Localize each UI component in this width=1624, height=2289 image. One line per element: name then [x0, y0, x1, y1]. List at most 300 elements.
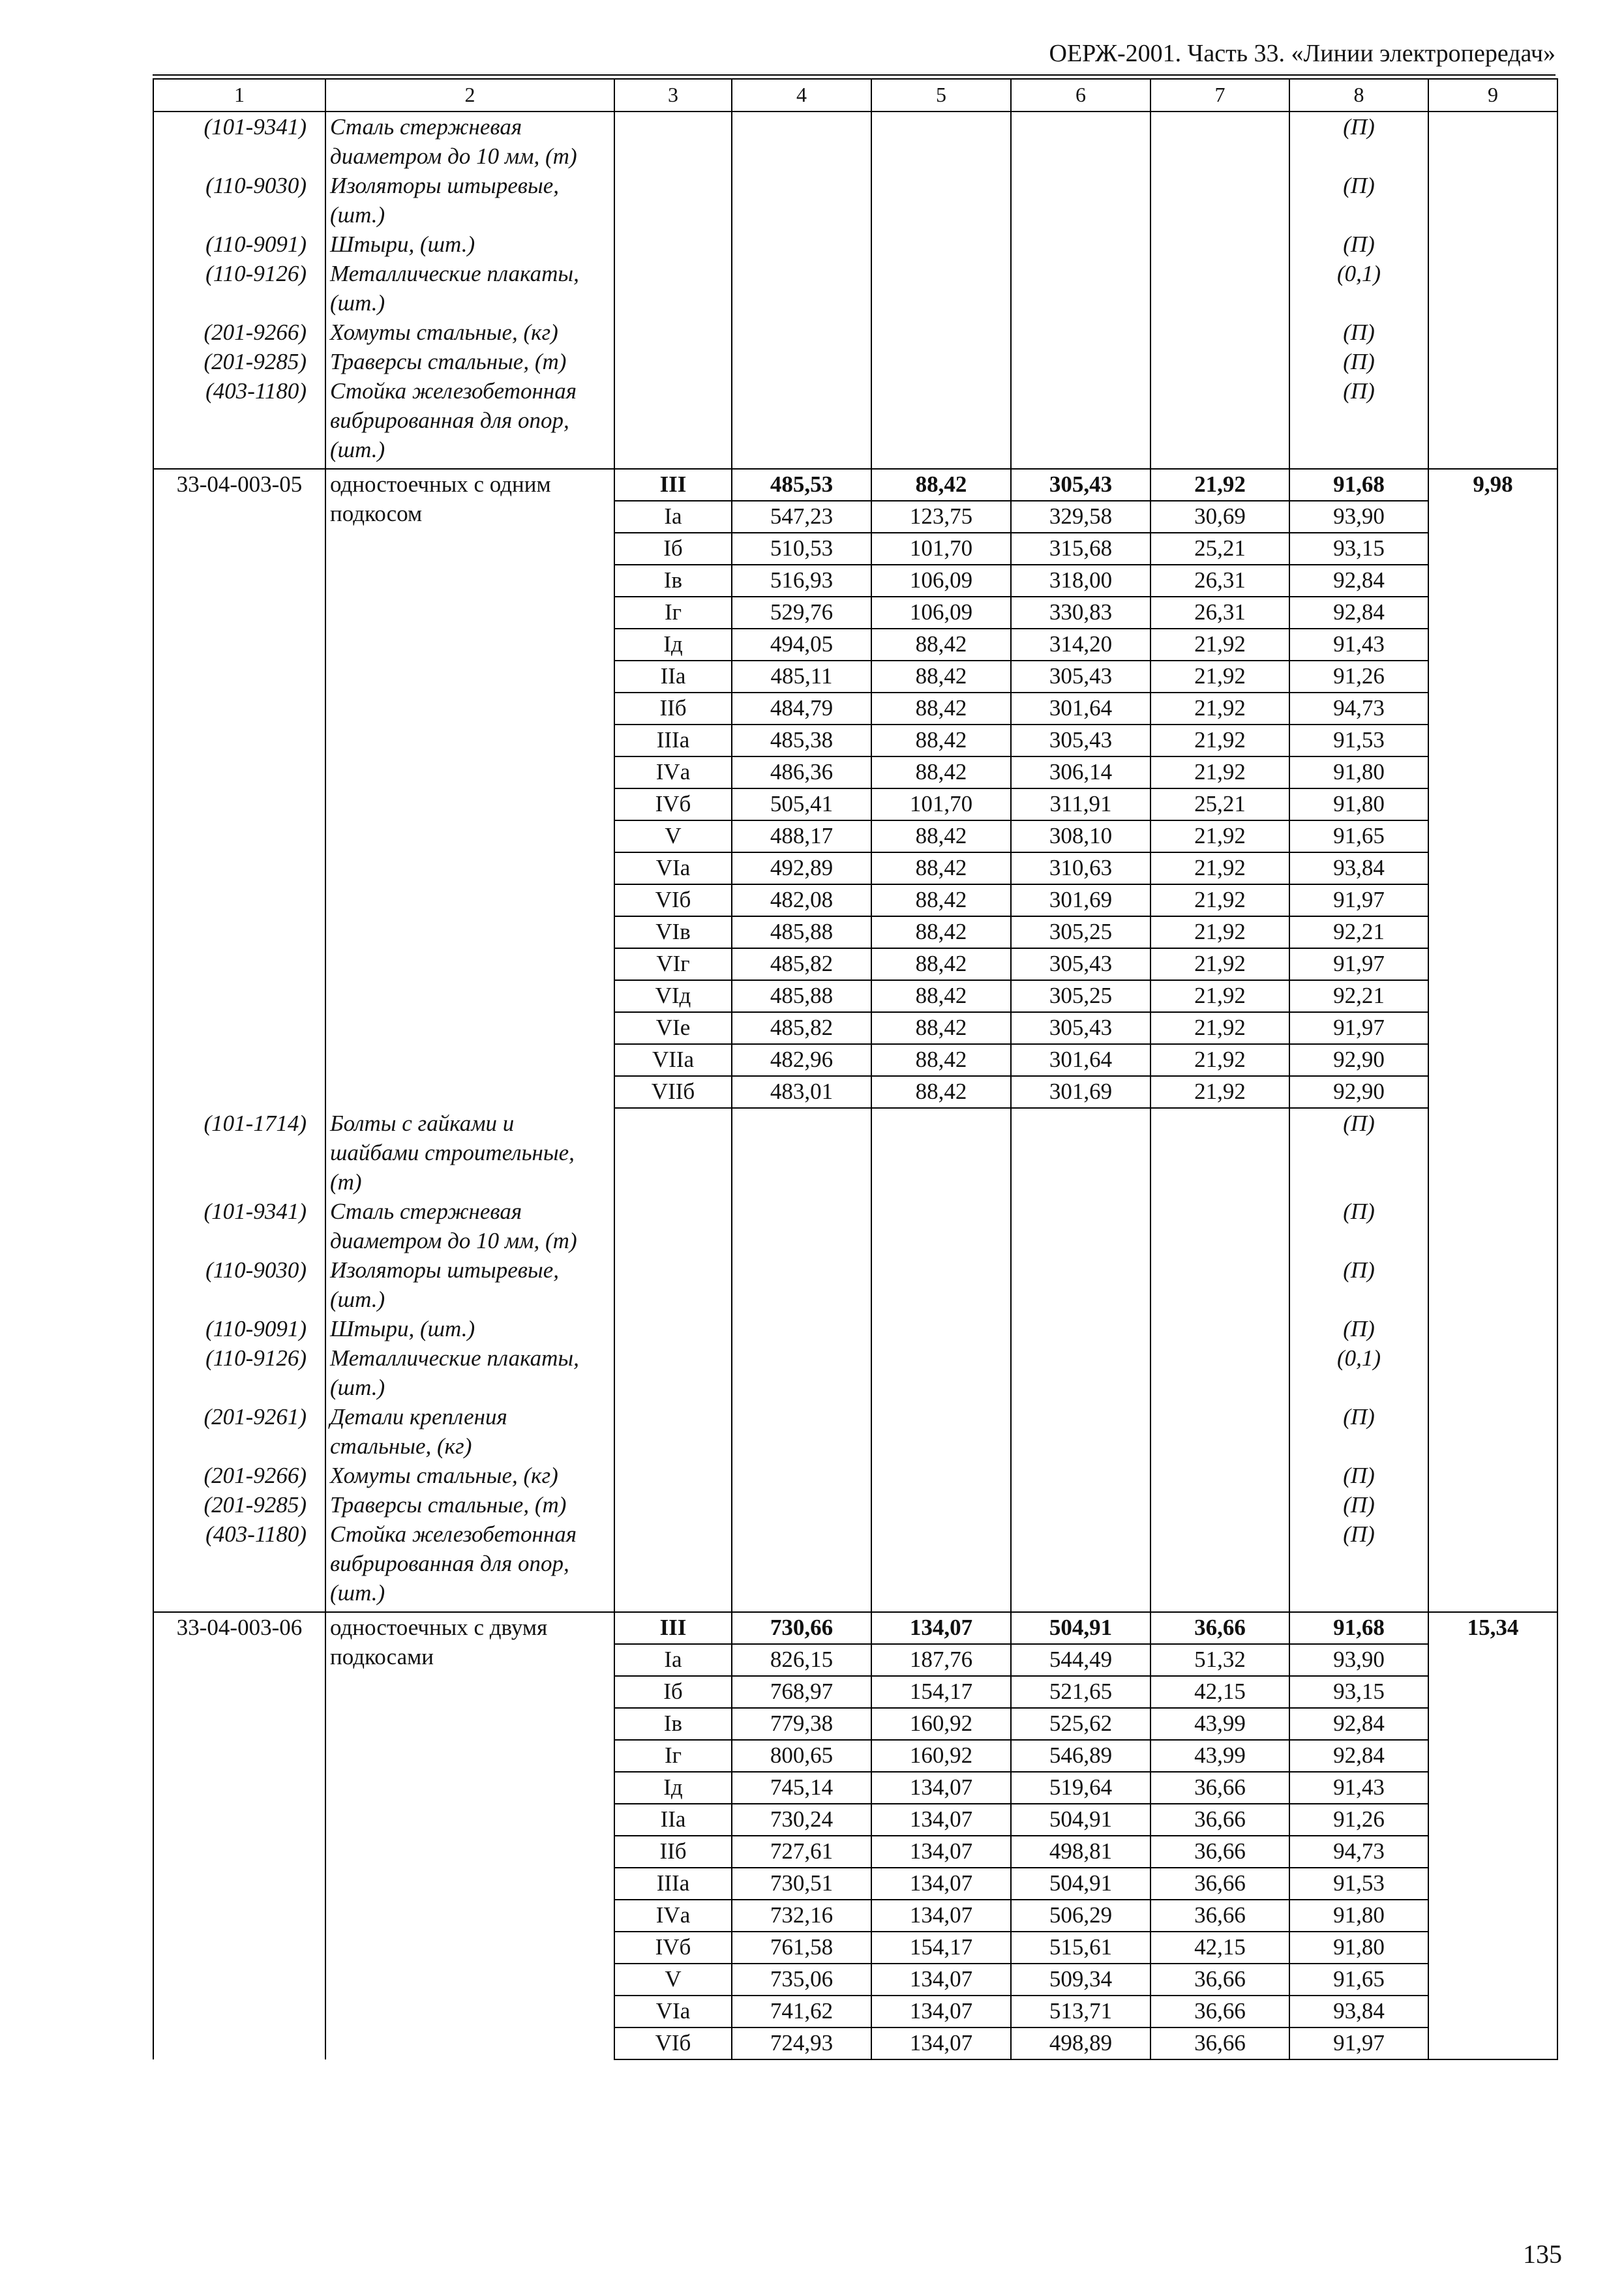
region-cell: VIа: [614, 852, 732, 884]
value-cell: 21,92: [1150, 725, 1289, 756]
value-cell: 134,07: [871, 1612, 1011, 1644]
resource-qty: (П): [1343, 1492, 1375, 1518]
value-cell: 21,92: [1150, 629, 1289, 661]
value-cell: 36,66: [1150, 1612, 1289, 1644]
text-line: вибрированная для опор,: [330, 408, 569, 433]
region-cell: IVа: [614, 756, 732, 788]
resource-qty: (П): [1343, 232, 1375, 257]
resource-code: (110-9091): [205, 232, 307, 257]
region-cell: IVа: [614, 1900, 732, 1932]
value-cell: 92,21: [1289, 980, 1428, 1012]
value-cell: 485,11: [732, 661, 871, 693]
region-cell: VIа: [614, 1996, 732, 2027]
col9-value-cell: 15,34: [1428, 1612, 1557, 2059]
value-cell: 88,42: [871, 1012, 1011, 1044]
empty-cell: [871, 1108, 1011, 1612]
resource-code: (110-9126): [205, 261, 307, 286]
resource-qty: (П): [1343, 1257, 1375, 1283]
item-code-cell: 33-04-003-06: [153, 1612, 325, 2059]
value-cell: 484,79: [732, 693, 871, 725]
value-cell: 91,97: [1289, 1012, 1428, 1044]
value-cell: 21,92: [1150, 948, 1289, 980]
text-line: шайбами строительные,: [330, 1140, 575, 1165]
value-cell: 505,41: [732, 788, 871, 820]
value-cell: 36,66: [1150, 1964, 1289, 1996]
resource-qty-cell: [1289, 112, 1428, 469]
value-cell: 779,38: [732, 1708, 871, 1740]
resource-qty: (П): [1343, 320, 1375, 345]
resource-code: (101-9341): [203, 114, 307, 140]
value-cell: 305,43: [1011, 725, 1150, 756]
value-cell: 91,53: [1289, 1868, 1428, 1900]
value-cell: 101,70: [871, 533, 1011, 565]
resource-qty-cell: [1289, 1108, 1428, 1612]
value-cell: 485,38: [732, 725, 871, 756]
region-cell: VIб: [614, 2027, 732, 2059]
text-line: одностоечных с двумя: [330, 1615, 548, 1640]
text-line: Траверсы стальные, (т): [330, 349, 567, 374]
value-cell: 36,66: [1150, 1996, 1289, 2027]
value-cell: 509,34: [1011, 1964, 1150, 1996]
resource-name: [330, 1109, 610, 1197]
value-cell: 26,31: [1150, 565, 1289, 597]
value-cell: 88,42: [871, 820, 1011, 852]
value-cell: 36,66: [1150, 1772, 1289, 1804]
column-number-cell: 5: [871, 79, 1011, 112]
column-number-cell: 1: [153, 79, 325, 112]
column-number-cell: 7: [1150, 79, 1289, 112]
resource-name: [330, 112, 610, 171]
value-cell: 91,65: [1289, 1964, 1428, 1996]
resource-name: [330, 1490, 610, 1519]
resource-code: (403-1180): [205, 1521, 307, 1547]
resource-qty: (П): [1343, 1404, 1375, 1429]
text-line: вибрированная для опор,: [330, 1551, 569, 1576]
value-cell: 21,92: [1150, 980, 1289, 1012]
value-cell: 92,90: [1289, 1076, 1428, 1108]
page-number: 135: [1523, 2239, 1562, 2269]
value-cell: 485,88: [732, 916, 871, 948]
resource-name: [330, 1343, 610, 1402]
resource-code: (201-9261): [203, 1404, 307, 1429]
resource-qty: (П): [1343, 173, 1375, 198]
resource-name: [330, 1255, 610, 1314]
value-cell: 745,14: [732, 1772, 871, 1804]
value-cell: 88,42: [871, 661, 1011, 693]
region-cell: Iб: [614, 1676, 732, 1708]
text-line: подкосом: [330, 501, 423, 526]
empty-cell: [614, 112, 732, 469]
value-cell: 21,92: [1150, 852, 1289, 884]
resource-name: [330, 376, 610, 464]
text-line: подкосами: [330, 1644, 434, 1669]
column-number-cell: 2: [325, 79, 614, 112]
region-cell: IIа: [614, 1804, 732, 1836]
resource-code: (110-9126): [205, 1345, 307, 1371]
value-cell: 92,21: [1289, 916, 1428, 948]
value-cell: 91,68: [1289, 1612, 1428, 1644]
value-cell: 301,69: [1011, 1076, 1150, 1108]
resource-name: [330, 171, 610, 230]
resource-qty: (П): [1343, 1199, 1375, 1224]
value-cell: 106,09: [871, 565, 1011, 597]
resource-name: [330, 259, 610, 318]
value-cell: 800,65: [732, 1740, 871, 1772]
value-cell: 306,14: [1011, 756, 1150, 788]
value-cell: 735,06: [732, 1964, 871, 1996]
value-cell: 88,42: [871, 693, 1011, 725]
resource-block-row: [153, 112, 1557, 469]
value-cell: 488,17: [732, 820, 871, 852]
column-number-cell: 6: [1011, 79, 1150, 112]
value-cell: 123,75: [871, 501, 1011, 533]
value-cell: 36,66: [1150, 1868, 1289, 1900]
value-cell: 482,08: [732, 884, 871, 916]
resource-name: [330, 230, 610, 259]
value-cell: 21,92: [1150, 693, 1289, 725]
region-cell: Iг: [614, 1740, 732, 1772]
value-cell: 741,62: [732, 1996, 871, 2027]
resource-qty: (П): [1343, 349, 1375, 374]
value-cell: 305,43: [1011, 469, 1150, 501]
empty-cell: [1011, 112, 1150, 469]
region-cell: III: [614, 469, 732, 501]
empty-cell: [732, 1108, 871, 1612]
value-cell: 492,89: [732, 852, 871, 884]
value-cell: 88,42: [871, 629, 1011, 661]
value-cell: 21,92: [1150, 1044, 1289, 1076]
resource-name: [330, 318, 610, 347]
text-line: одностоечных с одним: [330, 471, 551, 497]
value-cell: 305,43: [1011, 661, 1150, 693]
value-cell: 134,07: [871, 1900, 1011, 1932]
resource-code: (101-1714): [203, 1111, 307, 1136]
value-cell: 93,90: [1289, 501, 1428, 533]
value-cell: 91,26: [1289, 1804, 1428, 1836]
value-cell: 36,66: [1150, 1804, 1289, 1836]
region-cell: VIв: [614, 916, 732, 948]
value-cell: 88,42: [871, 884, 1011, 916]
value-cell: 36,66: [1150, 2027, 1289, 2059]
empty-cell: [1011, 1108, 1150, 1612]
resource-qty: (П): [1343, 1111, 1375, 1136]
value-cell: 544,49: [1011, 1644, 1150, 1676]
value-cell: 134,07: [871, 2027, 1011, 2059]
text-line: стальные, (кг): [330, 1433, 472, 1459]
region-cell: IIIа: [614, 1868, 732, 1900]
item-code-text: 33-04-003-05: [176, 471, 303, 497]
header-rule-top: [153, 74, 1556, 76]
value-cell: 134,07: [871, 1996, 1011, 2027]
text-line: Сталь стержневая: [330, 114, 522, 140]
value-cell: 93,84: [1289, 1996, 1428, 2027]
value-cell: 94,73: [1289, 1836, 1428, 1868]
text-line: (шт.): [330, 1375, 385, 1400]
resource-code: (201-9266): [203, 1463, 307, 1488]
value-cell: 91,80: [1289, 756, 1428, 788]
column-number-row: [153, 79, 1557, 112]
empty-cell: [614, 1108, 732, 1612]
text-line: Изоляторы штыревые,: [330, 173, 559, 198]
text-line: (шт.): [330, 290, 385, 316]
text-line: диаметром до 10 мм, (т): [330, 143, 577, 169]
value-cell: 724,93: [732, 2027, 871, 2059]
value-cell: 311,91: [1011, 788, 1150, 820]
text-line: (шт.): [330, 1287, 385, 1312]
region-cell: Iв: [614, 1708, 732, 1740]
value-cell: 88,42: [871, 852, 1011, 884]
value-cell: 506,29: [1011, 1900, 1150, 1932]
value-cell: 25,21: [1150, 788, 1289, 820]
value-cell: 305,25: [1011, 916, 1150, 948]
text-line: (шт.): [330, 202, 385, 228]
region-cell: VIд: [614, 980, 732, 1012]
value-cell: 498,89: [1011, 2027, 1150, 2059]
region-cell: IIIа: [614, 725, 732, 756]
column-number-cell: 4: [732, 79, 871, 112]
value-cell: 730,66: [732, 1612, 871, 1644]
empty-cell: [1428, 112, 1557, 469]
value-cell: 91,80: [1289, 1900, 1428, 1932]
resource-name: [330, 1314, 610, 1343]
value-cell: 301,64: [1011, 693, 1150, 725]
value-cell: 93,90: [1289, 1644, 1428, 1676]
value-cell: 51,32: [1150, 1644, 1289, 1676]
value-cell: 318,00: [1011, 565, 1150, 597]
value-cell: 134,07: [871, 1868, 1011, 1900]
value-cell: 92,84: [1289, 1740, 1428, 1772]
value-cell: 510,53: [732, 533, 871, 565]
region-cell: VIIа: [614, 1044, 732, 1076]
value-cell: 308,10: [1011, 820, 1150, 852]
value-cell: 768,97: [732, 1676, 871, 1708]
value-cell: 305,43: [1011, 948, 1150, 980]
empty-cell: [1150, 112, 1289, 469]
value-cell: 330,83: [1011, 597, 1150, 629]
value-cell: 521,65: [1011, 1676, 1150, 1708]
column-number-cell: 8: [1289, 79, 1428, 112]
value-cell: 727,61: [732, 1836, 871, 1868]
value-cell: 93,84: [1289, 852, 1428, 884]
text-line: (шт.): [330, 1580, 385, 1606]
value-cell: 305,43: [1011, 1012, 1150, 1044]
value-cell: 21,92: [1150, 756, 1289, 788]
text-line: Металлические плакаты,: [330, 1345, 579, 1371]
resource-name: [330, 1197, 610, 1255]
value-cell: 91,53: [1289, 725, 1428, 756]
value-cell: 92,90: [1289, 1044, 1428, 1076]
value-cell: 21,92: [1150, 1076, 1289, 1108]
value-cell: 516,93: [732, 565, 871, 597]
value-cell: 91,43: [1289, 1772, 1428, 1804]
value-cell: 91,43: [1289, 629, 1428, 661]
value-cell: 134,07: [871, 1836, 1011, 1868]
value-cell: 88,42: [871, 469, 1011, 501]
text-line: Болты с гайками и: [330, 1111, 515, 1136]
value-cell: 485,88: [732, 980, 871, 1012]
value-cell: 92,84: [1289, 565, 1428, 597]
text-line: (т): [330, 1169, 362, 1195]
resource-name: [330, 347, 610, 376]
resource-qty: (П): [1343, 378, 1375, 404]
value-cell: 106,09: [871, 597, 1011, 629]
value-cell: 91,65: [1289, 820, 1428, 852]
value-cell: 546,89: [1011, 1740, 1150, 1772]
value-cell: 513,71: [1011, 1996, 1150, 2027]
value-cell: 21,92: [1150, 820, 1289, 852]
region-cell: V: [614, 820, 732, 852]
value-cell: 154,17: [871, 1676, 1011, 1708]
value-cell: 525,62: [1011, 1708, 1150, 1740]
value-cell: 88,42: [871, 725, 1011, 756]
value-cell: 21,92: [1150, 469, 1289, 501]
text-line: Штыри, (шт.): [330, 1316, 475, 1341]
column-number-cell: 9: [1428, 79, 1557, 112]
value-cell: 504,91: [1011, 1868, 1150, 1900]
value-cell: 160,92: [871, 1740, 1011, 1772]
rate-row: [153, 1612, 1557, 1644]
rates-table: [153, 78, 1558, 2060]
region-cell: VIг: [614, 948, 732, 980]
item-code-cell: [153, 469, 325, 1612]
text-line: (шт.): [330, 437, 385, 462]
value-cell: 88,42: [871, 980, 1011, 1012]
value-cell: 91,97: [1289, 2027, 1428, 2059]
region-cell: IIб: [614, 693, 732, 725]
value-cell: 160,92: [871, 1708, 1011, 1740]
resource-names-list: [330, 1109, 610, 1608]
region-cell: III: [614, 1612, 732, 1644]
resource-qty: (0,1): [1336, 261, 1381, 286]
text-line: Изоляторы штыревые,: [330, 1257, 559, 1283]
value-cell: 43,99: [1150, 1740, 1289, 1772]
region-cell: VIе: [614, 1012, 732, 1044]
value-cell: 91,80: [1289, 788, 1428, 820]
region-cell: Iг: [614, 597, 732, 629]
value-cell: 93,15: [1289, 1676, 1428, 1708]
value-cell: 515,61: [1011, 1932, 1150, 1964]
value-cell: 826,15: [732, 1644, 871, 1676]
value-cell: 134,07: [871, 1804, 1011, 1836]
value-cell: 42,15: [1150, 1932, 1289, 1964]
value-cell: 36,66: [1150, 1836, 1289, 1868]
value-cell: 494,05: [732, 629, 871, 661]
resource-name: [330, 1461, 610, 1490]
region-cell: VIIб: [614, 1076, 732, 1108]
value-cell: 91,68: [1289, 469, 1428, 501]
value-cell: 305,25: [1011, 980, 1150, 1012]
value-cell: 88,42: [871, 1044, 1011, 1076]
value-cell: 301,64: [1011, 1044, 1150, 1076]
resource-codes-list: [154, 1109, 325, 1608]
empty-cell: [732, 112, 871, 469]
value-cell: 88,42: [871, 756, 1011, 788]
value-cell: 21,92: [1150, 916, 1289, 948]
value-cell: 134,07: [871, 1964, 1011, 1996]
value-cell: 91,97: [1289, 884, 1428, 916]
region-cell: Iа: [614, 501, 732, 533]
text-line: Сталь стержневая: [330, 1199, 522, 1224]
value-cell: 310,63: [1011, 852, 1150, 884]
resource-qty: (П): [1343, 114, 1375, 140]
resource-qty: (П): [1343, 1521, 1375, 1547]
value-cell: 30,69: [1150, 501, 1289, 533]
page-header-title: ОЕРЖ-2001. Часть 33. «Линии электропередач»: [1049, 40, 1556, 67]
rate-row: [153, 469, 1557, 501]
resource-qty: (0,1): [1336, 1345, 1381, 1371]
resource-code: (110-9091): [205, 1316, 307, 1341]
value-cell: 485,82: [732, 948, 871, 980]
value-cell: 529,76: [732, 597, 871, 629]
value-cell: 732,16: [732, 1900, 871, 1932]
value-cell: 21,92: [1150, 884, 1289, 916]
value-cell: 301,69: [1011, 884, 1150, 916]
region-cell: IIа: [614, 661, 732, 693]
value-cell: 101,70: [871, 788, 1011, 820]
value-cell: 134,07: [871, 1772, 1011, 1804]
resource-qty: (П): [1343, 1463, 1375, 1488]
col9-value-cell: 9,98: [1428, 469, 1557, 1612]
value-cell: 730,51: [732, 1868, 871, 1900]
text-line: диаметром до 10 мм, (т): [330, 1228, 577, 1253]
region-cell: Iв: [614, 565, 732, 597]
text-line: Детали крепления: [330, 1404, 507, 1429]
region-cell: Iд: [614, 1772, 732, 1804]
region-cell: Iа: [614, 1644, 732, 1676]
value-cell: 547,23: [732, 501, 871, 533]
value-cell: 25,21: [1150, 533, 1289, 565]
region-cell: IIб: [614, 1836, 732, 1868]
region-cell: IVб: [614, 788, 732, 820]
text-line: Стойка железобетонная: [330, 378, 577, 404]
region-cell: IVб: [614, 1932, 732, 1964]
value-cell: 88,42: [871, 916, 1011, 948]
resource-code: (101-9341): [203, 1199, 307, 1224]
region-cell: Iд: [614, 629, 732, 661]
value-cell: 92,84: [1289, 597, 1428, 629]
resource-name: [330, 1519, 610, 1608]
value-cell: 93,15: [1289, 533, 1428, 565]
value-cell: 91,80: [1289, 1932, 1428, 1964]
value-cell: 91,26: [1289, 661, 1428, 693]
value-cell: 761,58: [732, 1932, 871, 1964]
value-cell: 329,58: [1011, 501, 1150, 533]
resource-code: (201-9285): [203, 349, 307, 374]
resource-codes-cell: [153, 112, 325, 469]
resource-code: (403-1180): [205, 378, 307, 404]
region-cell: Iб: [614, 533, 732, 565]
text-line: Хомуты стальные, (кг): [330, 320, 558, 345]
value-cell: 88,42: [871, 948, 1011, 980]
text-line: Траверсы стальные, (т): [330, 1492, 567, 1518]
resource-code: (110-9030): [205, 173, 307, 198]
text-line: Хомуты стальные, (кг): [330, 1463, 558, 1488]
resource-code: (110-9030): [205, 1257, 307, 1283]
value-cell: 92,84: [1289, 1708, 1428, 1740]
value-cell: 36,66: [1150, 1900, 1289, 1932]
value-cell: 91,97: [1289, 948, 1428, 980]
value-cell: 504,91: [1011, 1804, 1150, 1836]
value-cell: 21,92: [1150, 1012, 1289, 1044]
value-cell: 26,31: [1150, 597, 1289, 629]
value-cell: 485,82: [732, 1012, 871, 1044]
value-cell: 21,92: [1150, 661, 1289, 693]
column-number-cell: 3: [614, 79, 732, 112]
value-cell: 486,36: [732, 756, 871, 788]
value-cell: 483,01: [732, 1076, 871, 1108]
value-cell: 485,53: [732, 469, 871, 501]
resource-code: (201-9285): [203, 1492, 307, 1518]
